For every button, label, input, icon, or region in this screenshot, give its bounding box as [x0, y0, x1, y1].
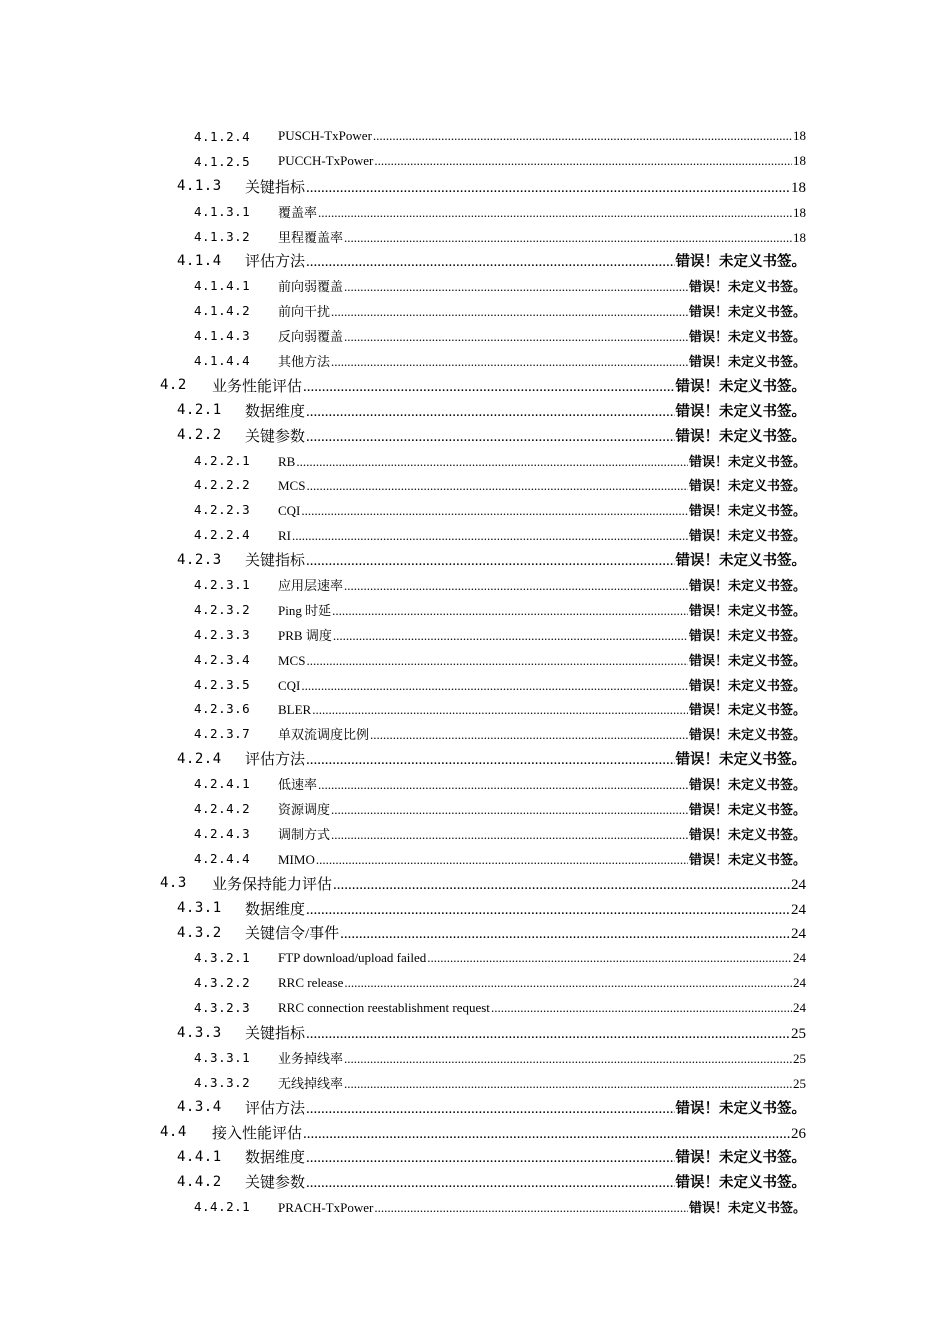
toc-entry-number: 4.2.4	[177, 750, 222, 767]
toc-dot-leader	[344, 329, 688, 345]
toc-entry-line	[278, 774, 806, 793]
toc-dot-leader	[318, 777, 688, 793]
toc-entry[interactable]	[0, 248, 950, 273]
toc-entry-title: 评估方法	[245, 254, 306, 271]
toc-entry-line	[212, 873, 806, 894]
toc-dot-leader	[373, 128, 792, 144]
toc-entry[interactable]	[0, 423, 950, 448]
toc-entry-line	[278, 276, 806, 295]
toc-dot-leader	[331, 354, 688, 370]
toc-entry-number: 4.1.2.5	[194, 153, 251, 169]
toc-entry-line	[278, 975, 806, 991]
toc-entry[interactable]	[0, 398, 950, 423]
toc-entry-number: 4.1.2.4	[194, 128, 251, 144]
toc-entry-line	[245, 748, 806, 769]
toc-bookmark-error: 错误！未定义书签。	[688, 728, 806, 744]
toc-entry-number: 4.4	[160, 1124, 187, 1141]
toc-entry-title: 关键指标	[245, 1026, 306, 1042]
toc-entry-title: 前向干扰	[278, 304, 331, 320]
toc-entry-line	[278, 475, 806, 494]
toc-dot-leader	[303, 1126, 790, 1143]
table-of-contents	[0, 124, 950, 1219]
toc-page-number: 18	[793, 204, 806, 220]
toc-entry-number: 4.3.3.1	[194, 1049, 251, 1065]
toc-dot-leader	[306, 752, 674, 769]
toc-entry[interactable]	[0, 124, 950, 149]
toc-entry-line	[245, 1097, 806, 1118]
toc-entry[interactable]	[0, 199, 950, 224]
toc-dot-leader	[306, 254, 674, 271]
toc-entry[interactable]	[0, 323, 950, 348]
toc-page-number: 18	[791, 179, 806, 196]
toc-entry-line	[278, 301, 806, 320]
toc-entry-line	[245, 400, 806, 421]
toc-entry-line	[212, 1122, 806, 1143]
toc-entry[interactable]	[0, 945, 950, 970]
toc-dot-leader	[303, 379, 674, 396]
toc-entry-line	[278, 950, 806, 966]
toc-dot-leader	[301, 678, 688, 694]
toc-entry-line	[245, 176, 806, 197]
toc-entry-number: 4.2.2.1	[194, 452, 251, 468]
toc-entry-line	[278, 326, 806, 345]
toc-entry-title: MCS	[278, 652, 306, 668]
toc-entry-number: 4.3.3	[177, 1024, 222, 1041]
toc-bookmark-error: 错误！未定义书签。	[688, 827, 806, 843]
toc-entry-title: CQI	[278, 503, 301, 519]
toc-dot-leader	[306, 553, 674, 570]
toc-entry[interactable]	[0, 572, 950, 597]
toc-entry-line	[245, 1146, 806, 1167]
toc-entry-title: 前向弱覆盖	[278, 279, 344, 295]
toc-page-number: 18	[793, 128, 806, 144]
toc-entry-number: 4.2.1	[177, 402, 222, 419]
toc-entry-title: 关键指标	[245, 553, 306, 570]
toc-entry-line	[245, 549, 806, 570]
toc-entry[interactable]	[0, 796, 950, 821]
toc-entry-number: 4.2.3.3	[194, 626, 251, 642]
toc-entry[interactable]	[0, 522, 950, 547]
toc-entry-number: 4.2.2	[177, 427, 222, 444]
toc-bookmark-error: 错误！未定义书签。	[675, 378, 806, 395]
toc-entry-number: 4.3.2.2	[194, 975, 251, 991]
toc-entry[interactable]	[0, 1120, 950, 1145]
toc-entry-line	[245, 922, 806, 943]
toc-entry-number: 4.4.2.1	[194, 1199, 251, 1215]
toc-entry-number: 4.3.4	[177, 1099, 222, 1116]
toc-entry-line	[278, 1197, 806, 1216]
toc-page-number: 25	[793, 1075, 806, 1091]
toc-entry[interactable]	[0, 373, 950, 398]
toc-entry-number: 4.2.3.4	[194, 651, 251, 667]
toc-entry-title: 业务掉线率	[278, 1050, 344, 1066]
toc-entry-title: 单双流调度比例	[278, 727, 370, 743]
toc-dot-leader	[306, 1026, 790, 1043]
toc-dot-leader	[491, 1000, 792, 1016]
toc-entry-title: 关键信令/事件	[245, 926, 340, 943]
toc-entry-number: 4.2	[160, 377, 187, 394]
toc-entry-number: 4.1.4.1	[194, 278, 251, 294]
toc-entry-number: 4.1.4.3	[194, 328, 251, 344]
toc-bookmark-error: 错误！未定义书签。	[688, 454, 806, 470]
toc-entry[interactable]	[0, 224, 950, 249]
toc-entry-title: RI	[278, 528, 291, 544]
toc-dot-leader	[374, 1200, 688, 1216]
toc-entry-number: 4.2.3.6	[194, 701, 251, 717]
toc-page-number: 25	[793, 1050, 806, 1066]
toc-entry[interactable]	[0, 1194, 950, 1219]
toc-entry-line	[278, 1073, 806, 1092]
toc-entry-number: 4.2.2.4	[194, 527, 251, 543]
toc-dot-leader	[344, 1076, 792, 1092]
toc-entry-number: 4.4.2	[177, 1173, 222, 1190]
toc-page-number: 24	[791, 901, 806, 918]
toc-bookmark-error: 错误！未定义书签。	[688, 802, 806, 818]
toc-entry[interactable]	[0, 871, 950, 896]
toc-entry-number: 4.2.4.2	[194, 800, 251, 816]
toc-entry-title: CQI	[278, 677, 301, 693]
toc-entry-line	[245, 250, 806, 271]
toc-bookmark-error: 错误！未定义书签。	[688, 330, 806, 346]
toc-entry[interactable]	[0, 497, 950, 522]
toc-entry[interactable]	[0, 472, 950, 497]
toc-dot-leader	[331, 304, 688, 320]
toc-dot-leader	[344, 1051, 792, 1067]
toc-entry-line	[245, 898, 806, 919]
toc-entry-title: 覆盖率	[278, 204, 318, 220]
toc-dot-leader	[370, 727, 688, 743]
toc-entry-line	[278, 1000, 806, 1016]
toc-dot-leader	[344, 975, 792, 991]
toc-dot-leader	[331, 827, 688, 843]
toc-entry-number: 4.1.3.1	[194, 203, 251, 219]
toc-entry-title: RB	[278, 453, 296, 469]
toc-page-number: 26	[791, 1125, 806, 1142]
toc-entry-title: 调制方式	[278, 826, 331, 842]
toc-entry-title: 业务保持能力评估	[212, 876, 333, 893]
toc-entry-number: 4.2.3.5	[194, 676, 251, 692]
toc-entry[interactable]	[0, 647, 950, 672]
toc-entry[interactable]	[0, 1020, 950, 1045]
toc-entry-number: 4.2.3	[177, 551, 222, 568]
toc-dot-leader	[374, 153, 792, 169]
toc-entry-line	[278, 451, 806, 470]
toc-entry[interactable]	[0, 298, 950, 323]
toc-entry[interactable]	[0, 746, 950, 771]
toc-entry-number: 4.2.4.3	[194, 825, 251, 841]
toc-entry[interactable]	[0, 821, 950, 846]
toc-bookmark-error: 错误！未定义书签。	[688, 354, 806, 370]
toc-bookmark-error: 错误！未定义书签。	[688, 852, 806, 868]
toc-bookmark-error: 错误！未定义书签。	[675, 553, 806, 570]
toc-entry-title: RRC release	[278, 974, 344, 990]
toc-entry-line	[278, 500, 806, 519]
toc-entry-line	[278, 849, 806, 868]
toc-dot-leader	[427, 950, 792, 966]
toc-entry[interactable]	[0, 1095, 950, 1120]
toc-entry-line	[278, 724, 806, 743]
toc-bookmark-error: 错误！未定义书签。	[688, 703, 806, 719]
toc-entry-title: 应用层速率	[278, 577, 344, 593]
toc-entry-title: 反向弱覆盖	[278, 329, 344, 345]
toc-entry-title: MCS	[278, 478, 306, 494]
toc-bookmark-error: 错误！未定义书签。	[688, 603, 806, 619]
toc-entry-title: 资源调度	[278, 801, 331, 817]
toc-entry-title: 无线掉线率	[278, 1075, 344, 1091]
toc-entry[interactable]	[0, 1169, 950, 1194]
toc-entry-title: Ping 时延	[278, 602, 332, 618]
toc-entry-number: 4.3	[160, 875, 187, 892]
toc-entry-line	[278, 202, 806, 221]
toc-entry-number: 4.3.2.1	[194, 950, 251, 966]
toc-entry-number: 4.3.3.2	[194, 1074, 251, 1090]
toc-entry-line	[278, 575, 806, 594]
toc-bookmark-error: 错误！未定义书签。	[675, 1150, 806, 1167]
toc-entry-title: 评估方法	[245, 1100, 306, 1117]
toc-dot-leader	[292, 528, 688, 544]
toc-entry[interactable]	[0, 1070, 950, 1095]
toc-entry[interactable]	[0, 448, 950, 473]
toc-entry-number: 4.1.4.4	[194, 352, 251, 368]
toc-entry-title: 里程覆盖率	[278, 229, 344, 245]
toc-entry-number: 4.2.2.2	[194, 477, 251, 493]
toc-entry-title: 业务性能评估	[212, 378, 303, 395]
toc-entry-line	[278, 625, 806, 644]
toc-bookmark-error: 错误！未定义书签。	[675, 428, 806, 445]
toc-dot-leader	[344, 230, 792, 246]
toc-bookmark-error: 错误！未定义书签。	[688, 778, 806, 794]
toc-dot-leader	[316, 852, 688, 868]
toc-dot-leader	[333, 877, 790, 894]
toc-entry-number: 4.3.2.3	[194, 1000, 251, 1016]
toc-entry-number: 4.2.4.4	[194, 850, 251, 866]
toc-entry-number: 4.1.4	[177, 252, 222, 269]
toc-entry-title: FTP download/upload failed	[278, 949, 427, 965]
toc-dot-leader	[306, 653, 688, 669]
toc-bookmark-error: 错误！未定义书签。	[675, 403, 806, 420]
toc-entry-title: PUSCH-TxPower	[278, 128, 372, 144]
toc-bookmark-error: 错误！未定义书签。	[688, 628, 806, 644]
toc-entry-number: 4.2.4.1	[194, 776, 251, 792]
toc-entry-number: 4.3.2	[177, 924, 222, 941]
toc-entry-title: MIMO	[278, 851, 315, 867]
toc-entry[interactable]	[0, 721, 950, 746]
toc-entry[interactable]	[0, 597, 950, 622]
toc-entry[interactable]	[0, 149, 950, 174]
toc-entry-title: RRC connection reestablishment request	[278, 999, 490, 1015]
toc-dot-leader	[306, 1150, 674, 1167]
toc-dot-leader	[306, 902, 790, 919]
toc-entry-line	[245, 1171, 806, 1192]
toc-dot-leader	[344, 578, 688, 594]
toc-dot-leader	[306, 429, 674, 446]
toc-entry[interactable]	[0, 1045, 950, 1070]
toc-dot-leader	[306, 404, 674, 421]
toc-entry-line	[245, 425, 806, 446]
toc-entry-line	[278, 675, 806, 694]
toc-page-number: 24	[793, 999, 806, 1015]
toc-page-number: 25	[791, 1026, 806, 1042]
toc-page-number: 24	[793, 974, 806, 990]
toc-entry[interactable]	[0, 174, 950, 199]
toc-page-number: 24	[791, 926, 806, 943]
toc-entry-title: 接入性能评估	[212, 1125, 303, 1142]
toc-entry-title: PRACH-TxPower	[278, 1200, 374, 1216]
toc-entry-line	[245, 1022, 806, 1043]
toc-dot-leader	[306, 180, 790, 197]
toc-entry-line	[278, 650, 806, 669]
toc-entry[interactable]	[0, 696, 950, 721]
toc-dot-leader	[333, 628, 688, 644]
toc-bookmark-error: 错误！未定义书签。	[688, 504, 806, 520]
toc-bookmark-error: 错误！未定义书签。	[675, 752, 806, 769]
toc-entry-number: 4.2.2.3	[194, 502, 251, 518]
toc-entry[interactable]	[0, 672, 950, 697]
toc-entry[interactable]	[0, 273, 950, 298]
toc-entry-number: 4.1.3	[177, 178, 222, 195]
toc-page-number: 24	[793, 949, 806, 965]
toc-dot-leader	[306, 1101, 674, 1118]
toc-entry-number: 4.1.3.2	[194, 228, 251, 244]
toc-entry-title: 关键参数	[245, 428, 306, 445]
toc-entry-title: 评估方法	[245, 752, 306, 769]
toc-entry-title: 关键参数	[245, 1175, 306, 1192]
toc-entry-number: 4.2.3.7	[194, 726, 251, 742]
toc-bookmark-error: 错误！未定义书签。	[675, 1175, 806, 1192]
toc-entry[interactable]	[0, 622, 950, 647]
toc-entry-title: 数据维度	[245, 901, 306, 918]
toc-entry-line	[278, 824, 806, 843]
toc-entry-line	[212, 375, 806, 396]
toc-entry[interactable]	[0, 547, 950, 572]
toc-dot-leader	[344, 279, 688, 295]
toc-entry-title: PRB 调度	[278, 627, 332, 643]
toc-dot-leader	[318, 205, 792, 221]
toc-entry[interactable]	[0, 995, 950, 1020]
toc-page-number: 24	[791, 876, 806, 893]
toc-bookmark-error: 错误！未定义书签。	[675, 1100, 806, 1117]
toc-bookmark-error: 错误！未定义书签。	[688, 529, 806, 545]
toc-entry-line	[278, 227, 806, 246]
toc-bookmark-error: 错误！未定义书签。	[688, 653, 806, 669]
toc-entry-title: BLER	[278, 702, 312, 718]
toc-entry-number: 4.1.4.2	[194, 303, 251, 319]
toc-entry-line	[278, 351, 806, 370]
toc-dot-leader	[340, 926, 790, 943]
toc-dot-leader	[306, 478, 688, 494]
toc-entry[interactable]	[0, 921, 950, 946]
toc-bookmark-error: 错误！未定义书签。	[688, 305, 806, 321]
toc-entry[interactable]	[0, 970, 950, 995]
toc-entry-title: 其他方法	[278, 353, 331, 369]
toc-page-number: 18	[793, 153, 806, 169]
toc-entry-number: 4.2.3.2	[194, 601, 251, 617]
toc-bookmark-error: 错误！未定义书签。	[688, 479, 806, 495]
toc-entry-number: 4.2.3.1	[194, 576, 251, 592]
toc-entry-line	[278, 799, 806, 818]
toc-entry-title: 数据维度	[245, 403, 306, 420]
toc-entry-title: 低速率	[278, 777, 318, 793]
toc-entry[interactable]	[0, 896, 950, 921]
toc-entry-line	[278, 153, 806, 169]
toc-bookmark-error: 错误！未定义书签。	[688, 578, 806, 594]
toc-dot-leader	[301, 503, 688, 519]
toc-entry-line	[278, 699, 806, 718]
toc-entry[interactable]	[0, 771, 950, 796]
toc-dot-leader	[312, 702, 688, 718]
toc-dot-leader	[306, 1175, 674, 1192]
toc-dot-leader	[296, 454, 688, 470]
toc-entry-line	[278, 525, 806, 544]
toc-entry[interactable]	[0, 1145, 950, 1170]
toc-bookmark-error: 错误！未定义书签。	[675, 254, 806, 271]
toc-dot-leader	[332, 603, 688, 619]
toc-entry-line	[278, 128, 806, 144]
toc-bookmark-error: 错误！未定义书签。	[688, 280, 806, 296]
toc-dot-leader	[331, 802, 688, 818]
toc-entry-number: 4.3.1	[177, 900, 222, 917]
toc-entry[interactable]	[0, 846, 950, 871]
toc-entry-line	[278, 600, 806, 619]
toc-bookmark-error: 错误！未定义书签。	[688, 1201, 806, 1217]
toc-bookmark-error: 错误！未定义书签。	[688, 678, 806, 694]
toc-page-number: 18	[793, 229, 806, 245]
toc-entry-title: PUCCH-TxPower	[278, 153, 374, 169]
toc-entry-title: 数据维度	[245, 1150, 306, 1167]
toc-entry-number: 4.4.1	[177, 1148, 222, 1165]
toc-entry-line	[278, 1048, 806, 1067]
toc-entry-title: 关键指标	[245, 179, 306, 196]
toc-entry[interactable]	[0, 348, 950, 373]
